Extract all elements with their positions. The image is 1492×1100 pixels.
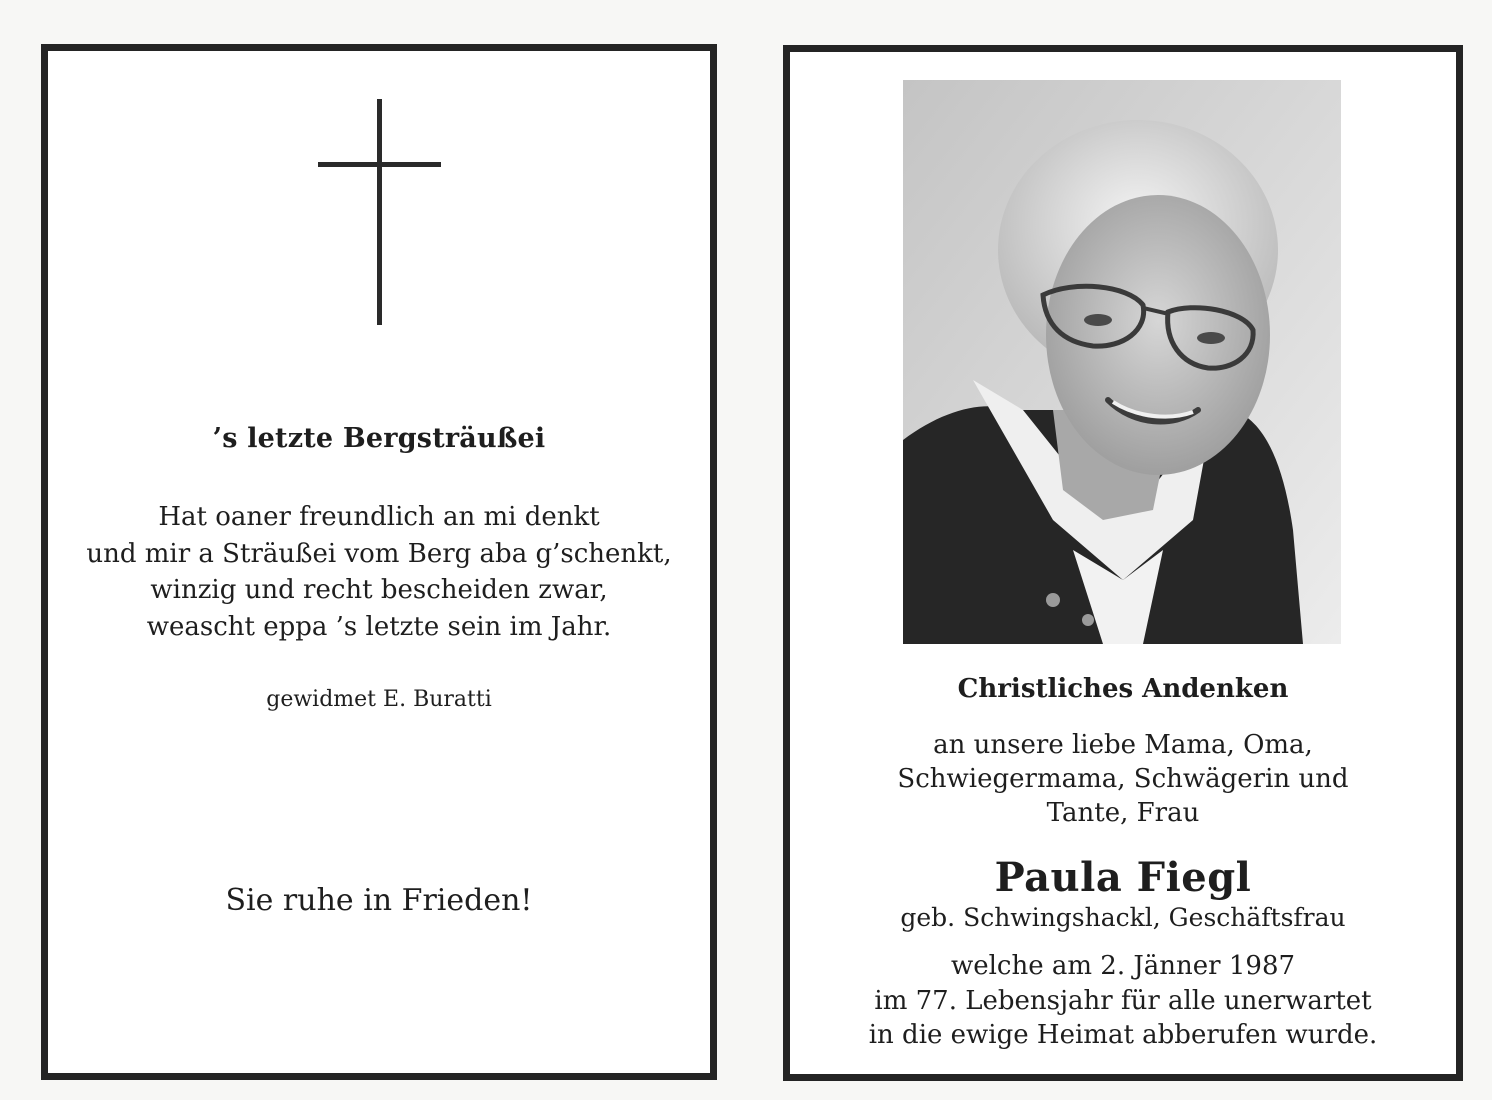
poem-title: ’s letzte Bergsträußei <box>212 423 546 454</box>
intro-line: an unsere liebe Mama, Oma, <box>933 730 1313 760</box>
poem-body <box>48 499 710 645</box>
death-line: in die ewige Heimat abberufen wurde. <box>868 1020 1378 1050</box>
closing-blessing: Sie ruhe in Frieden! <box>225 883 533 918</box>
death-line: im 77. Lebensjahr für alle unerwartet <box>874 985 1372 1016</box>
memorial-card-front <box>783 45 1463 1081</box>
cross-horizontal-bar <box>318 162 441 167</box>
deceased-name: Paula Fiegl <box>994 854 1252 901</box>
death-notice <box>790 949 1456 1053</box>
cross-vertical-bar <box>377 99 382 325</box>
dedication-intro <box>790 728 1456 830</box>
intro-line: Schwiegermama, Schwägerin und <box>897 764 1349 794</box>
memorial-card-back <box>41 44 717 1080</box>
poem-line: winzig und recht bescheiden zwar, <box>150 575 608 605</box>
poem-line: Hat oaner freundlich an mi denkt <box>158 502 600 532</box>
death-line: welche am 2. Jänner 1987 <box>950 951 1296 981</box>
poem-dedication: gewidmet E. Buratti <box>266 687 492 712</box>
intro-line: Tante, Frau <box>1046 798 1200 828</box>
poem-line: weascht eppa ’s letzte sein im Jahr. <box>146 611 612 642</box>
memorial-heading: Christliches Andenken <box>957 674 1289 704</box>
maiden-name-occupation: geb. Schwingshackl, Geschäftsfrau <box>900 903 1346 932</box>
poem-line: und mir a Sträußei vom Berg aba g’schenkt, <box>86 538 672 569</box>
portrait-photo <box>903 80 1341 644</box>
